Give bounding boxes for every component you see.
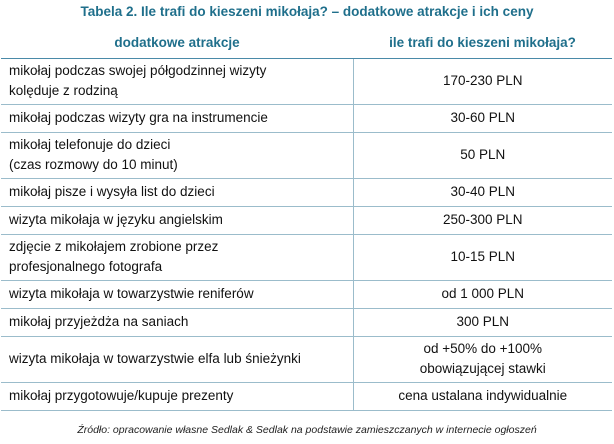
attraction-text: profesjonalnego fotografa <box>9 259 163 274</box>
table-row <box>1 308 612 336</box>
attraction-text: (czas rozmowy do 10 minut) <box>9 157 178 172</box>
attraction-cell <box>1 132 353 178</box>
attraction-text: mikołaj pisze i wysyła list do dzieci <box>9 184 215 199</box>
table-row <box>1 280 612 308</box>
attraction-cell <box>1 104 353 132</box>
attraction-cell <box>1 382 353 410</box>
attraction-text: mikołaj telefonuje do dzieci <box>9 137 171 152</box>
price-text: od 1 000 PLN <box>441 286 525 301</box>
price-cell <box>353 336 612 382</box>
price-text: 30-60 PLN <box>450 110 516 125</box>
table-row <box>1 58 612 104</box>
price-cell <box>353 58 612 104</box>
attraction-cell <box>1 308 353 336</box>
price-cell <box>353 280 612 308</box>
table-row <box>1 206 612 234</box>
table-row <box>1 234 612 280</box>
source-note: Źródło: opracowanie własne Sedlak & Sedlak na podstawie zamieszczanych w internecie ogłoszeń <box>77 424 537 436</box>
price-cell <box>353 178 612 206</box>
attraction-text: mikołaj przyjeżdża na saniach <box>9 314 189 329</box>
attraction-cell <box>1 336 353 382</box>
attraction-cell <box>1 178 353 206</box>
attraction-text: wizyta mikołaja w towarzystwie reniferów <box>9 286 254 301</box>
price-cell <box>353 206 612 234</box>
table-body <box>1 58 612 410</box>
price-text: 30-40 PLN <box>450 184 516 199</box>
table-row <box>1 178 612 206</box>
attraction-text: kolęduje z rodziną <box>9 83 118 98</box>
price-cell <box>353 234 612 280</box>
attraction-text: wizyta mikołaja w towarzystwie elfa lub śnieżynki <box>9 351 301 366</box>
price-text: od +50% do +100% <box>423 341 543 356</box>
attraction-text: zdjęcie z mikołajem zrobione przez <box>9 239 219 254</box>
attraction-text: mikołaj podczas swojej półgodzinnej wizyty <box>9 63 267 78</box>
price-cell <box>353 104 612 132</box>
attraction-cell <box>1 206 353 234</box>
table-title: Tabela 2. Ile trafi do kieszeni mikołaja? – dodatkowe atrakcje i ich ceny <box>80 4 534 19</box>
column-header-attractions: dodatkowe atrakcje <box>1 28 353 58</box>
attraction-cell <box>1 58 353 104</box>
price-cell <box>353 132 612 178</box>
price-text: obowiązującej stawki <box>419 361 546 376</box>
price-text: 50 PLN <box>460 147 506 162</box>
price-text: 10-15 PLN <box>450 249 516 264</box>
table-row <box>1 104 612 132</box>
price-text: cena ustalana indywidualnie <box>398 388 568 403</box>
attraction-cell <box>1 280 353 308</box>
table-row <box>1 382 612 410</box>
attraction-text: mikołaj przygotowuje/kupuje prezenty <box>9 388 234 403</box>
price-text: 170-230 PLN <box>442 73 523 88</box>
price-cell <box>353 308 612 336</box>
table-row <box>1 132 612 178</box>
price-text: 300 PLN <box>456 314 510 329</box>
column-header-price: ile trafi do kieszeni mikołaja? <box>353 28 612 58</box>
attraction-cell <box>1 234 353 280</box>
table-row <box>1 336 612 382</box>
attraction-text: wizyta mikołaja w języku angielskim <box>9 212 223 227</box>
price-table <box>1 28 612 411</box>
attraction-text: mikołaj podczas wizyty gra na instrumencie <box>9 110 268 125</box>
table-header-row <box>1 28 612 58</box>
price-cell <box>353 382 612 410</box>
price-text: 250-300 PLN <box>442 212 523 227</box>
